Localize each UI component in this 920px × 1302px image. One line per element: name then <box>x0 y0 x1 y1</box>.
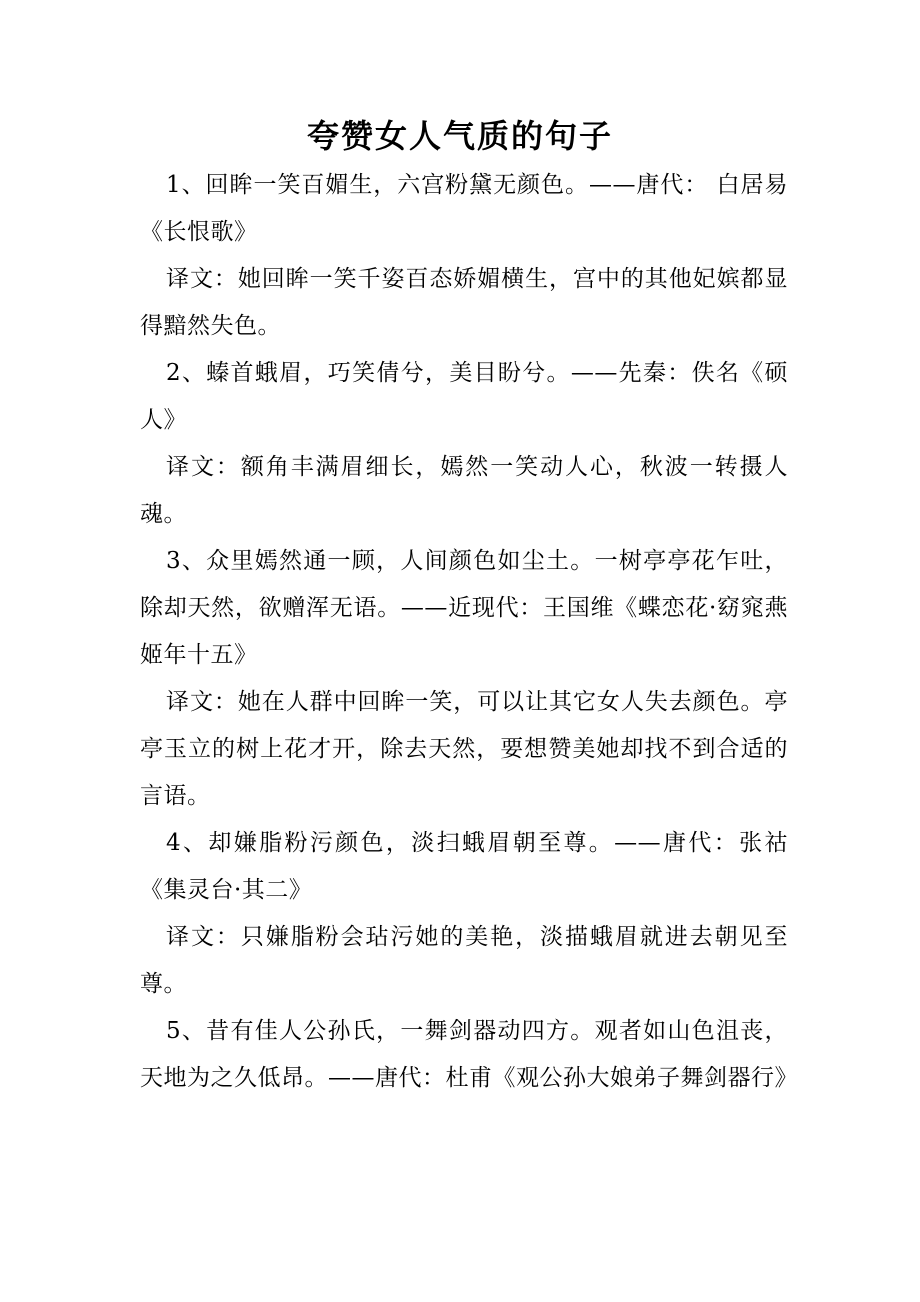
document-body <box>140 162 798 1102</box>
paragraph-quote-4: 4、却嫌脂粉污颜色，淡扫蛾眉朝至尊。——唐代：张祜《集灵台·其二》 <box>140 830 788 903</box>
paragraph-quote-3: 3、众里嫣然通一顾，人间颜色如尘土。一树亭亭花乍吐，除却天然，欲赠浑无语。——近现代：王国维《蝶恋花·窈窕燕姬年十五》 <box>140 548 788 668</box>
paragraph-quote-2: 2、螓首蛾眉，巧笑倩兮，美目盼兮。——先秦：佚名《硕人》 <box>140 360 788 433</box>
document-title: 夸赞女人气质的句子 <box>306 117 613 155</box>
paragraph-translation-4: 译文：只嫌脂粉会玷污她的美艳，淡描蛾眉就进去朝见至尊。 <box>140 924 788 997</box>
paragraph-translation-3: 译文：她在人群中回眸一笑，可以让其它女人失去颜色。亭亭玉立的树上花才开，除去天然，要想赞美她却找不到合适的言语。 <box>140 689 788 809</box>
paragraph-quote-5: 5、昔有佳人公孙氏，一舞剑器动四方。观者如山色沮丧，天地为之久低昂。——唐代：杜甫《观公孙大娘弟子舞剑器行》 <box>140 1018 798 1091</box>
paragraph-translation-2: 译文：额角丰满眉细长，嫣然一笑动人心，秋波一转摄人魂。 <box>140 454 788 527</box>
paragraph-translation-1: 译文：她回眸一笑千姿百态娇媚横生，宫中的其他妃嫔都显得黯然失色。 <box>140 266 788 339</box>
paragraph-quote-1: 1、回眸一笑百媚生，六宫粉黛无颜色。——唐代： 白居易《长恨歌》 <box>140 172 788 245</box>
